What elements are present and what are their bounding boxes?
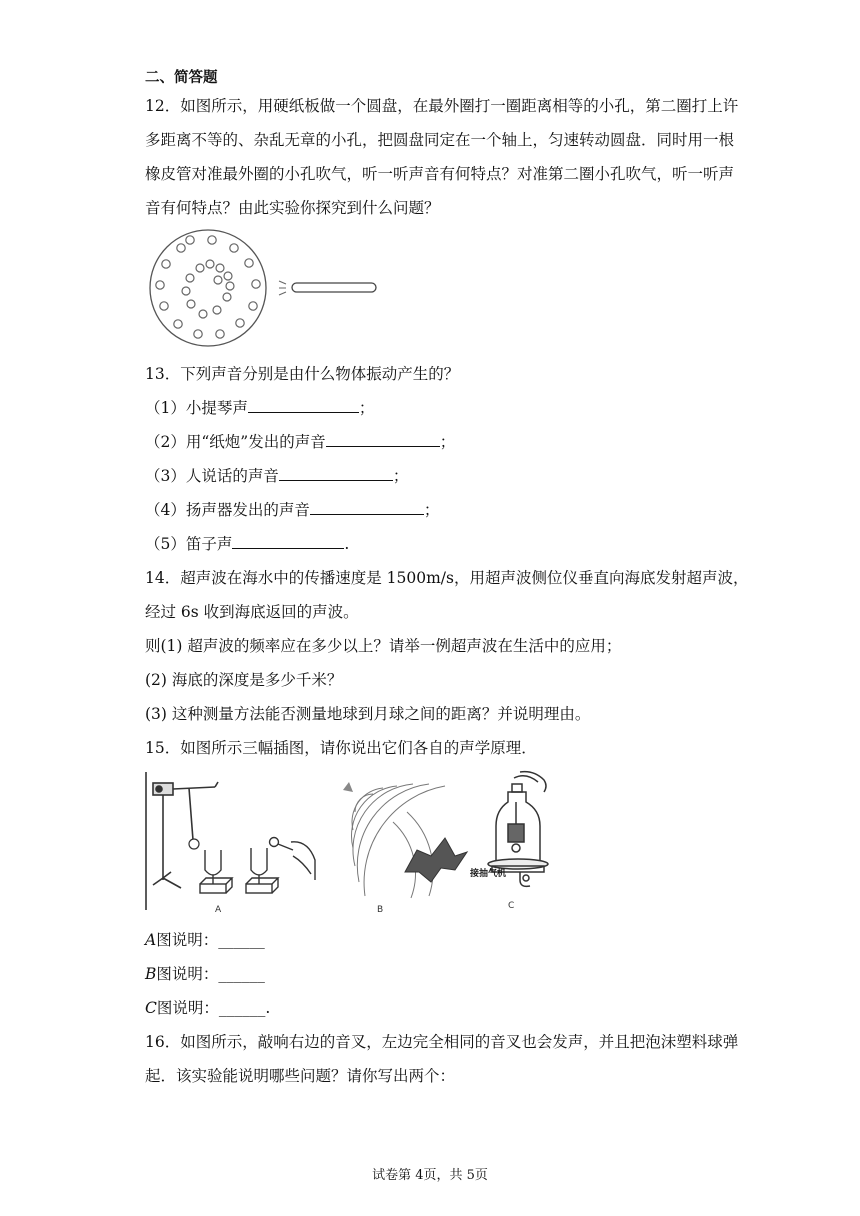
page-footer: 试卷第 4页，共 5页 xyxy=(372,1168,488,1183)
q14-line-1: 14．超声波在海水中的传播速度是 1500m/s，用超声波侧位仪垂直向海底发射超声波， xyxy=(145,569,749,587)
q12-line-4: 音有何特点？由此实验你探究到什么问题？ xyxy=(145,199,440,217)
figure-b xyxy=(335,772,475,918)
answer-blank[interactable] xyxy=(248,398,359,413)
figure-b-label: B xyxy=(377,905,384,915)
q12-line-2: 多距离不等的、杂乱无章的小孔，把圆盘同定在一个轴上，匀速转动圆盘．同时用一根 xyxy=(145,131,735,149)
answer-blank[interactable]: ______ xyxy=(218,999,266,1017)
tuning-fork-right xyxy=(246,838,315,894)
q13-item-2: （2）用“纸炮”发出的声音 ； xyxy=(145,433,456,451)
q14-line-5: (3) 这种测量方法能否测量地球到月球之间的距离？并说明理由。 xyxy=(145,705,591,723)
figure-c-label: C xyxy=(508,901,515,911)
figure-a xyxy=(143,770,323,918)
figure-c xyxy=(468,770,568,918)
q12-line-3: 橡皮管对准最外圈的小孔吹气，听一听声音有何特点？对准第二圈小孔吹气，听一听声 xyxy=(145,165,735,183)
answer-blank[interactable] xyxy=(326,432,440,447)
q15-answer-a: A图说明：______ xyxy=(145,931,265,949)
tuning-fork-left xyxy=(200,850,232,893)
q12-line-1: 12．如图所示，用硬纸板做一个圆盘，在最外圈打一圈距离相等的小孔，第二圈打上许 xyxy=(145,97,739,115)
disc-figure xyxy=(148,228,380,348)
q16-line-2: 起．该实验能说明哪些问题？请你写出两个： xyxy=(145,1067,456,1085)
answer-blank[interactable] xyxy=(232,534,344,549)
figure-a-label: A xyxy=(215,905,222,915)
answer-blank[interactable] xyxy=(279,466,393,481)
q15-answer-c: C图说明：______. xyxy=(145,999,271,1017)
section-title: 二、简答题 xyxy=(145,70,218,86)
inner-holes xyxy=(182,260,234,318)
q16-line-1: 16．如图所示，敲响右边的音叉，左边完全相同的音叉也会发声，并且把泡沫塑料球弹 xyxy=(145,1033,739,1051)
q13-item-3: （3）人说话的声音 ； xyxy=(145,467,409,485)
q15-title: 15．如图所示三幅插图，请你说出它们各自的声学原理． xyxy=(145,739,537,757)
answer-blank[interactable] xyxy=(310,500,424,515)
air-lines xyxy=(279,281,286,295)
answer-blank[interactable]: ______ xyxy=(218,965,265,983)
q13-item-5: （5）笛子声 . xyxy=(145,535,350,553)
q14-line-4: (2) 海底的深度是多少千米？ xyxy=(145,671,343,689)
q13-item-4: （4）扬声器发出的声音 ； xyxy=(145,501,440,519)
q13-item-1: （1）小提琴声 ； xyxy=(145,399,375,417)
rubber-tube xyxy=(292,283,376,292)
answer-blank[interactable]: ______ xyxy=(218,931,265,949)
bat-icon xyxy=(405,838,467,882)
outer-holes xyxy=(156,236,260,338)
q14-line-2: 经过 6s 收到海底返回的声波。 xyxy=(145,603,359,621)
q15-answer-b: B图说明：______ xyxy=(145,965,265,983)
q13-title: 13．下列声音分别是由什么物体振动产生的？ xyxy=(145,365,460,383)
pump-label: 接抽气机 xyxy=(470,869,507,879)
q14-line-3: 则(1) 超声波的频率应在多少以上？请举一例超声波在生活中的应用； xyxy=(145,637,622,655)
